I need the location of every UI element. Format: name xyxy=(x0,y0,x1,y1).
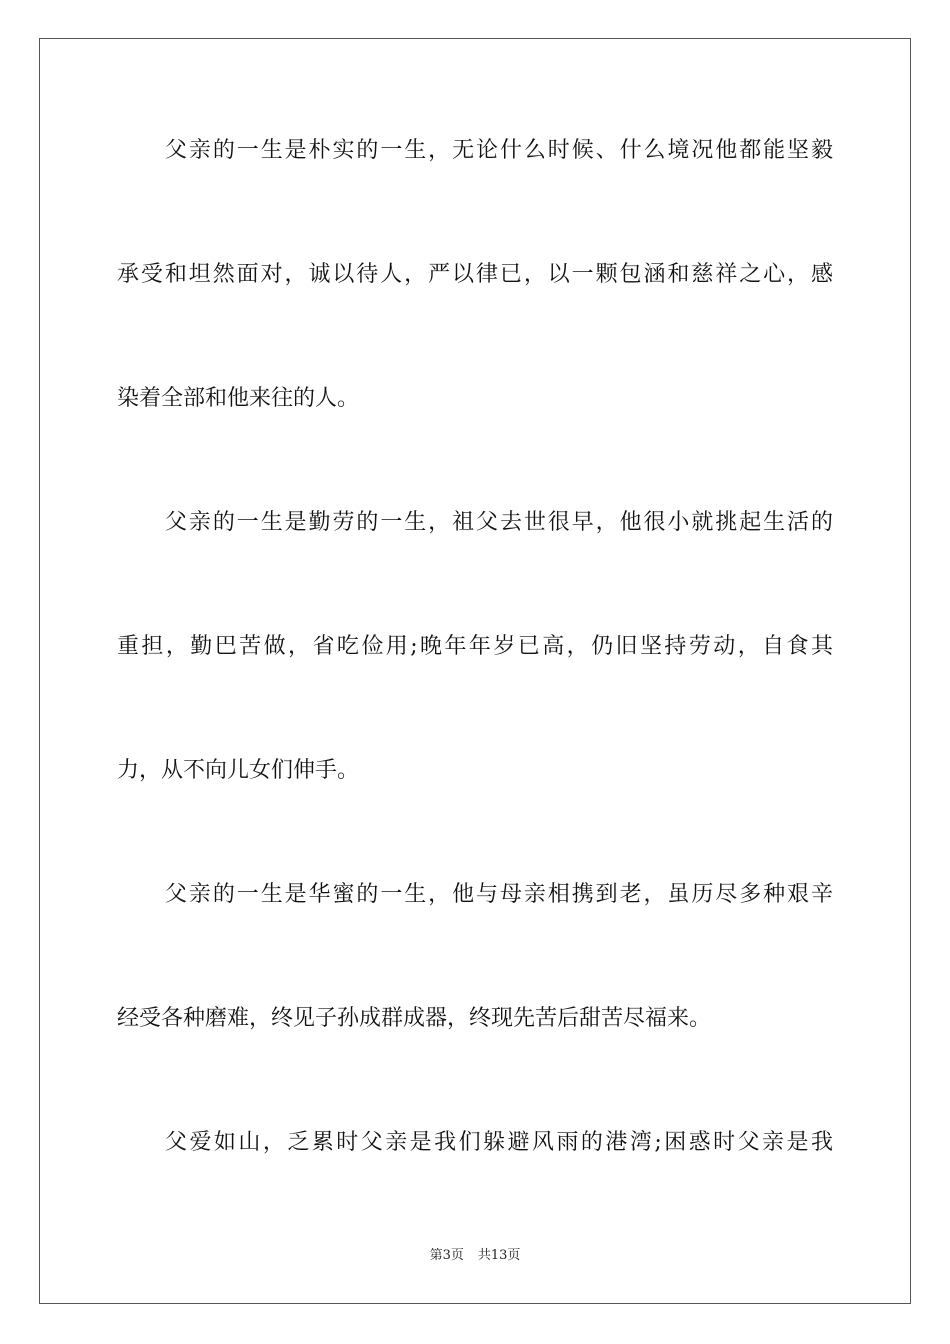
paragraph-2-line-2: 重担，勤巴苦做，省吃俭用;晚年年岁已高，仍旧坚持劳动，自食其 xyxy=(117,634,833,659)
paragraph-2-line-1: 父亲的一生是勤劳的一生，祖父去世很早，他很小就挑起生活的 xyxy=(165,510,833,535)
paragraph-2-line-3: 力，从不向儿女们伸手。 xyxy=(117,758,360,783)
page-number: 第3页 xyxy=(429,1248,464,1263)
paragraph-1-line-1: 父亲的一生是朴实的一生，无论什么时候、什么境况他都能坚毅 xyxy=(165,138,833,163)
paragraph-4-line-1: 父爱如山，乏累时父亲是我们躲避风雨的港湾;困惑时父亲是我 xyxy=(165,1130,833,1155)
paragraph-3-line-2: 经受各种磨难，终见子孙成群成器，终现先苦后甜苦尽福来。 xyxy=(117,1006,712,1031)
paragraph-1-line-3: 染着全部和他来往的人。 xyxy=(117,386,360,411)
page-frame xyxy=(39,38,911,1304)
paragraph-3-line-1: 父亲的一生是华蜜的一生，他与母亲相携到老，虽历尽多种艰辛 xyxy=(165,882,833,907)
paragraph-1-line-2: 承受和坦然面对，诚以待人，严以律已，以一颗包涵和慈祥之心，感 xyxy=(117,262,833,287)
page-footer xyxy=(0,1247,950,1265)
page-total: 共13页 xyxy=(477,1248,521,1263)
